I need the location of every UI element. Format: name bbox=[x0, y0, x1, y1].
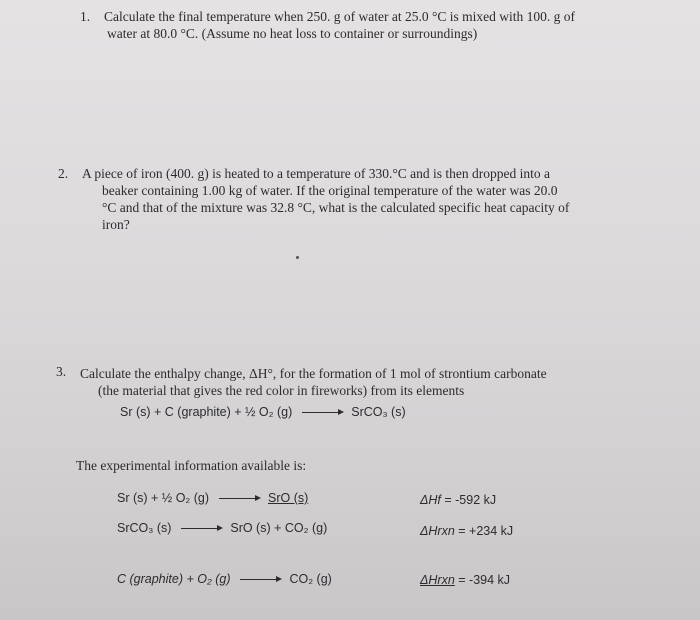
reaction-arrow-icon bbox=[181, 528, 221, 529]
question-number: 3. bbox=[56, 364, 67, 379]
question-text-line: water at 80.0 °C. (Assume no heat loss to container or surroundings) bbox=[107, 26, 478, 41]
enthalpy-number: = +234 kJ bbox=[458, 524, 514, 538]
product: SrO (s) + CO₂ (g) bbox=[230, 521, 328, 535]
target-reaction bbox=[120, 405, 406, 419]
reactants: SrCO₃ (s) bbox=[117, 521, 172, 535]
reaction-arrow-icon bbox=[219, 498, 259, 499]
enthalpy-value bbox=[420, 524, 513, 538]
reactants: Sr (s) + ½ O₂ (g) bbox=[117, 491, 210, 505]
question-text-line: Calculate the enthalpy change, ΔH°, for the formation of 1 mol of strontium carbonate bbox=[80, 366, 547, 381]
question-number: 2. bbox=[58, 166, 69, 181]
question-text-line: Calculate the final temperature when 250. g of water at 25.0 °C is mixed with 100. g of bbox=[104, 9, 576, 24]
enthalpy-label: ΔHf bbox=[420, 493, 441, 507]
enthalpy-label: ΔHrxn bbox=[420, 524, 455, 538]
enthalpy-number: = -394 kJ bbox=[458, 573, 511, 587]
reaction-row bbox=[117, 572, 332, 586]
speck bbox=[296, 256, 299, 259]
question-text-line: A piece of iron (400. g) is heated to a temperature of 330.°C and is then dropped into a bbox=[82, 166, 551, 181]
question-text-line: beaker containing 1.00 kg of water. If the original temperature of the water was 20.0 bbox=[102, 183, 558, 198]
question-text-line: °C and that of the mixture was 32.8 °C, what is the calculated specific heat capacity of bbox=[102, 200, 570, 215]
reaction-row bbox=[117, 491, 308, 505]
question-text-line: iron? bbox=[102, 217, 130, 232]
enthalpy-value bbox=[420, 493, 496, 507]
enthalpy-label: ΔHrxn bbox=[420, 573, 455, 587]
reaction-arrow-icon bbox=[240, 579, 280, 580]
reaction-row bbox=[117, 521, 327, 535]
product: SrO (s) bbox=[268, 491, 309, 505]
reaction-arrow-icon bbox=[302, 412, 342, 413]
product: CO₂ (g) bbox=[289, 572, 332, 586]
question-number: 1. bbox=[80, 9, 91, 24]
enthalpy-value bbox=[420, 573, 510, 587]
reactants: Sr (s) + C (graphite) + ½ O₂ (g) bbox=[120, 405, 293, 419]
enthalpy-number: = -592 kJ bbox=[444, 493, 497, 507]
question-text-line: (the material that gives the red color in fireworks) from its elements bbox=[98, 383, 465, 398]
product: SrCO₃ (s) bbox=[351, 405, 406, 419]
experimental-heading: The experimental information available is: bbox=[76, 458, 307, 473]
reactants: C (graphite) + O₂ (g) bbox=[117, 572, 231, 586]
